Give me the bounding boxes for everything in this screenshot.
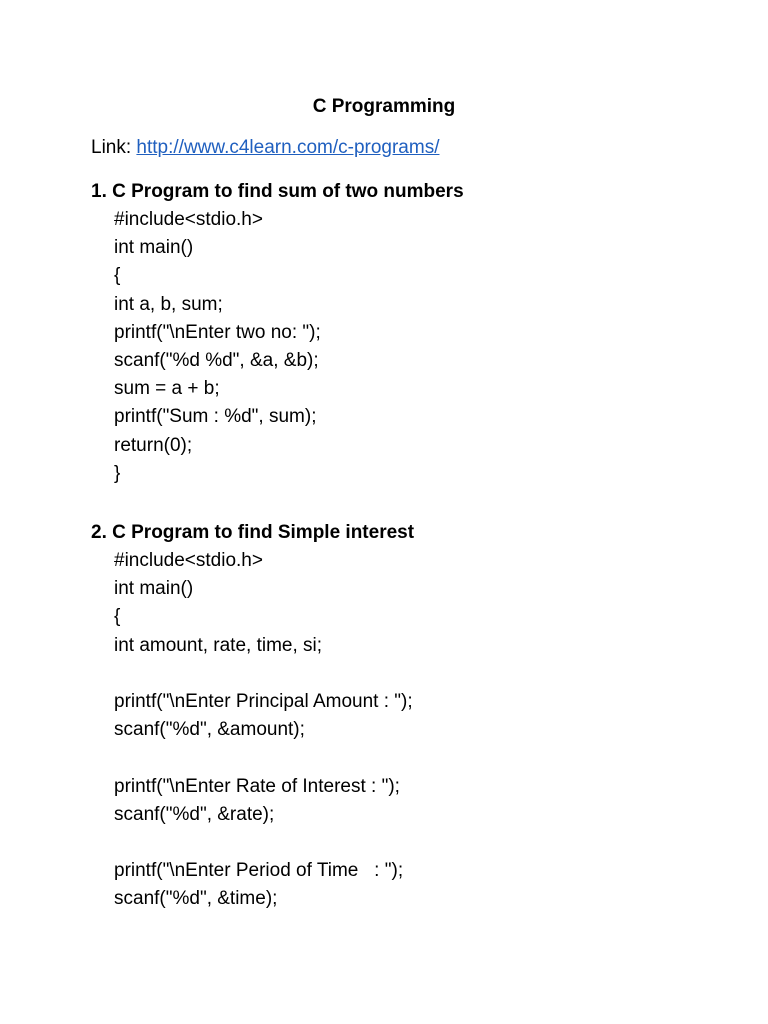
code-line: int main() [114,578,194,600]
code-line: #include<stdio.h> [114,550,263,571]
code-line: { [114,265,121,287]
code-block [91,547,731,913]
code-line: sum = a + b; [114,378,220,400]
code-block [91,206,731,488]
code-line: { [114,606,121,628]
section-heading: 2. C Program to find Simple interest [91,522,415,543]
code-line [114,744,731,772]
code-line: printf("\nEnter two no: "); [114,321,321,343]
section-simple-interest-program [91,519,731,913]
code-line: int a, b, sum; [114,293,223,315]
page-title: C Programming [312,96,456,117]
code-line [114,829,731,857]
link-label: Link: [91,137,137,158]
section-sum-program [91,178,731,488]
code-line: scanf("%d", &time); [114,888,278,910]
code-line: int amount, rate, time, si; [114,634,323,656]
code-line: scanf("%d", &amount); [114,719,305,741]
code-line: int main() [114,237,194,259]
link-line [91,134,439,162]
code-line: printf("Sum : %d", sum); [114,406,317,428]
c4learn-link[interactable]: http://www.c4learn.com/c-programs/ [136,137,440,158]
code-line: return(0); [114,434,193,456]
section-heading: 1. C Program to find sum of two numbers [91,181,464,202]
code-line [114,660,731,688]
code-line: #include<stdio.h> [114,209,263,230]
code-line: printf("\nEnter Period of Time : "); [114,860,404,882]
code-line: } [114,462,121,484]
code-line: scanf("%d", &rate); [114,803,275,825]
code-line: printf("\nEnter Rate of Interest : "); [114,775,400,797]
code-line: scanf("%d %d", &a, &b); [114,349,319,371]
code-line: printf("\nEnter Principal Amount : "); [114,690,413,712]
